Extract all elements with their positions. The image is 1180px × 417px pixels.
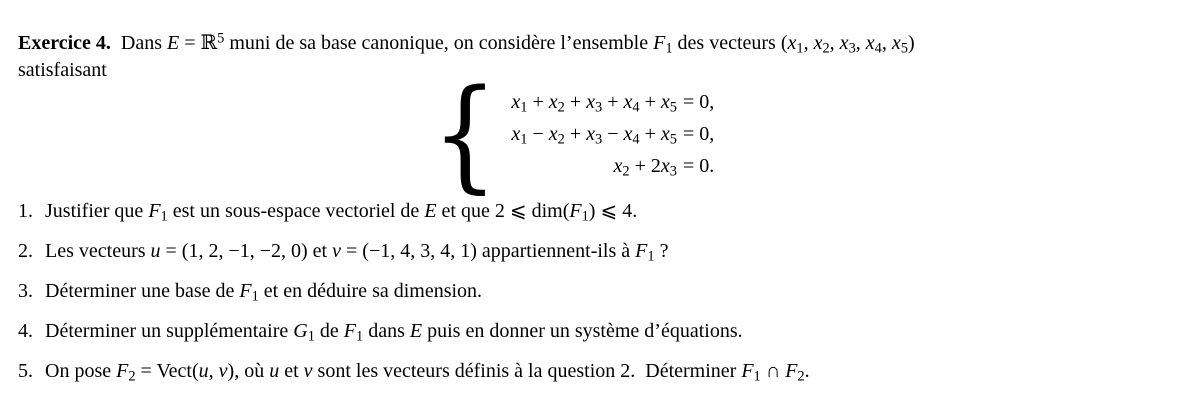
equation-rhs: = 0, (682, 123, 715, 145)
question-item-4 (18, 318, 1166, 345)
equation-rhs: = 0. (682, 155, 715, 177)
question-text: Déterminer une base de $F_1$ et en déduire sa dimension. (45, 280, 483, 305)
question-number: 3. (18, 280, 33, 302)
question-text: Déterminer un supplémentaire $G_1$ de $F_1$ dans E puis en donner un système d’équations. (45, 320, 743, 345)
exercise-intro-line1: Exercice 4. Dans E = ℝ$^5$ muni de sa base canonique, on considère l’ensemble $F_1$ des vecteurs ($x_1$, $x_2$, $x_3$, $x_4$, $x_5$) (18, 30, 915, 57)
question-text: Les vecteurs u = (1, 2, −1, −2, 0) et v = (−1, 4, 3, 4, 1) appartiennent-ils à $F_1$ ? (45, 240, 669, 265)
equation-lhs: $x_1 + x_2 + x_3 + x_4 + x_5$ (511, 91, 677, 116)
equation-row-3 (511, 150, 714, 182)
question-item-2 (18, 238, 1166, 265)
question-number: 1. (18, 200, 33, 222)
question-number: 5. (18, 360, 33, 382)
question-text: Justifier que $F_1$ est un sous-espace vectoriel de E et que 2 ⩽ $dim(F_1)$ ⩽ 4. (45, 200, 638, 225)
equation-rows (511, 86, 714, 182)
question-list (18, 198, 1166, 385)
question-text: On pose $F_2$ = Vect(u, v), où u et v sont les vecteurs définis à la question 2. Déterminer $F_1$ ∩ $F_2$. (45, 360, 810, 385)
exercise-intro-line2: satisfaisant (18, 59, 107, 81)
question-item-1 (18, 198, 1166, 225)
equation-row-1 (511, 86, 714, 118)
question-number: 2. (18, 240, 33, 262)
question-item-3 (18, 278, 1166, 305)
equation-rhs: = 0, (682, 91, 715, 113)
question-number: 4. (18, 320, 33, 342)
question-item-5 (18, 358, 1166, 385)
equation-row-2 (511, 118, 714, 150)
equation-lhs: $x_2 + 2x_3$ (613, 155, 677, 180)
left-brace-glyph: { (431, 63, 498, 205)
equation-lhs: $x_1 - x_2 + x_3 - x_4 + x_5$ (511, 123, 677, 148)
